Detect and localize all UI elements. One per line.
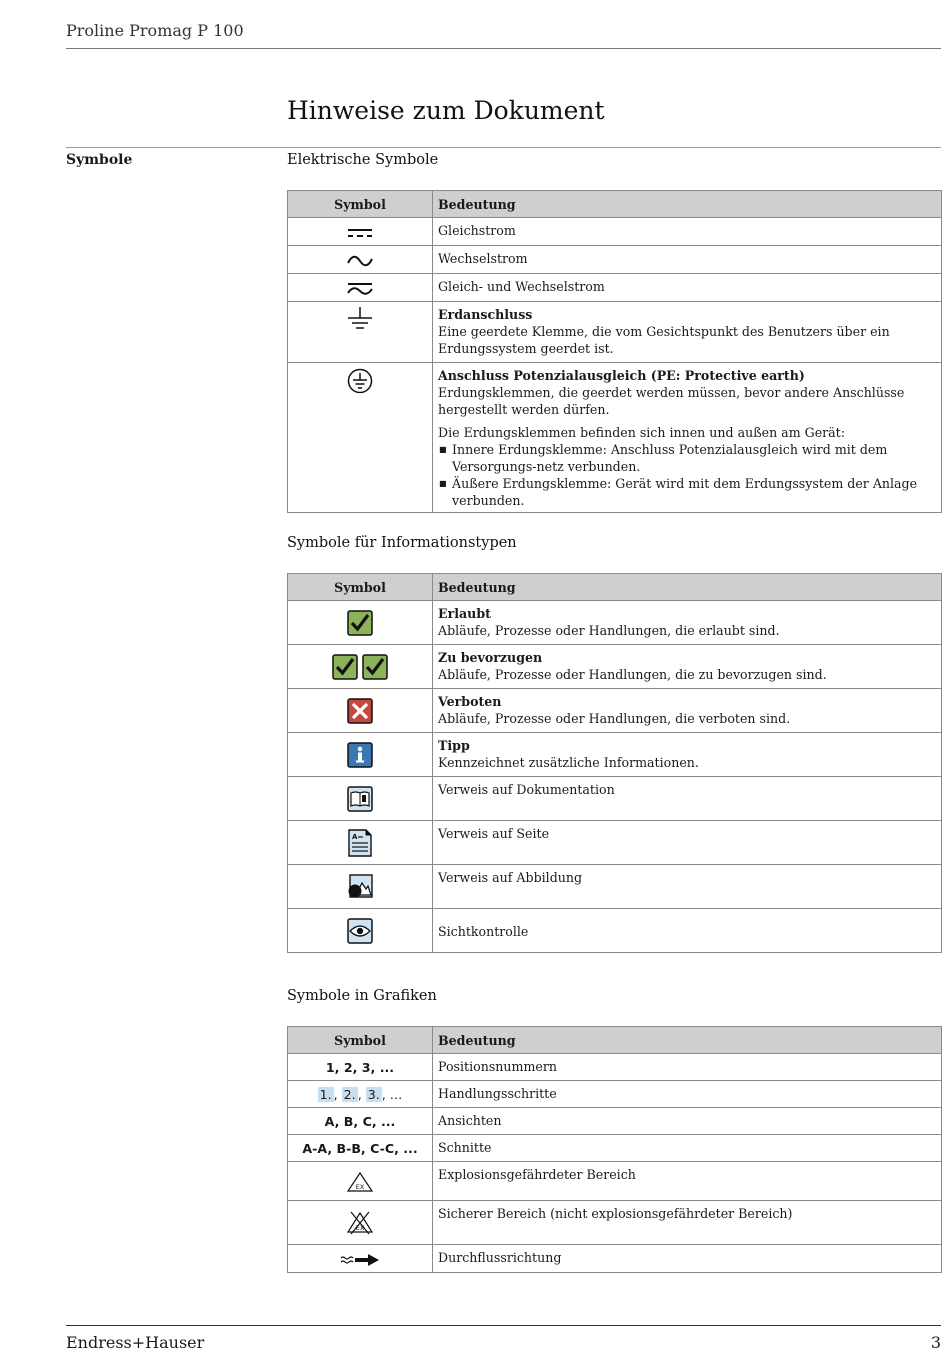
row-meaning: Handlungsschritte bbox=[433, 1081, 942, 1108]
check-icon bbox=[347, 610, 373, 636]
row-meaning: Ansichten bbox=[433, 1108, 942, 1135]
list-item: ■ Innere Erdungsklemme: Anschluss Potenzialausgleich wird mit dem Versorgungs-netz verbunden. bbox=[452, 441, 936, 475]
bullet-list bbox=[438, 441, 936, 509]
symbol-text: 1, 2, 3, ... bbox=[288, 1054, 433, 1081]
table-row bbox=[288, 1245, 942, 1273]
section-heading-graphics: Symbole in Grafiken bbox=[287, 988, 437, 1004]
row-meaning: Gleichstrom bbox=[433, 218, 942, 246]
row-meaning: Explosionsgefährdeter Bereich bbox=[433, 1162, 942, 1201]
table-row bbox=[288, 1201, 942, 1245]
ground-icon bbox=[346, 306, 374, 332]
row-meaning: Verweis auf Abbildung bbox=[433, 865, 942, 909]
table-row bbox=[288, 689, 942, 733]
table-row bbox=[288, 909, 942, 953]
row-title: Tipp bbox=[438, 738, 470, 753]
footer-brand: Endress+Hauser bbox=[66, 1333, 205, 1352]
table-row bbox=[288, 865, 942, 909]
step-badge: 2. bbox=[343, 1087, 356, 1102]
row-description: Abläufe, Prozesse oder Handlungen, die verboten sind. bbox=[438, 711, 791, 726]
table-row bbox=[288, 777, 942, 821]
page-icon bbox=[347, 829, 373, 857]
row-title: Verboten bbox=[438, 694, 502, 709]
header-rule bbox=[66, 48, 941, 49]
page-title: Hinweise zum Dokument bbox=[287, 96, 605, 125]
safe-zone-icon bbox=[346, 1210, 374, 1236]
row-meaning: Wechselstrom bbox=[433, 246, 942, 274]
table-row bbox=[288, 218, 942, 246]
info-icon bbox=[347, 742, 373, 768]
symbol-text: A, B, C, ... bbox=[288, 1108, 433, 1135]
check-icon bbox=[362, 654, 388, 680]
electrical-symbols-table bbox=[287, 190, 942, 513]
cross-icon bbox=[347, 698, 373, 724]
row-meaning: Sichtkontrolle bbox=[433, 909, 942, 953]
table-header-row bbox=[288, 1027, 942, 1054]
graphics-symbols-table bbox=[287, 1026, 942, 1273]
table-header-row bbox=[288, 191, 942, 218]
symbol-text: A-A, B-B, C-C, ... bbox=[288, 1135, 433, 1162]
column-header-symbol: Symbol bbox=[288, 1027, 433, 1054]
direct-current-icon bbox=[346, 227, 374, 239]
check-icon bbox=[332, 654, 358, 680]
row-meaning: Sicherer Bereich (nicht explosionsgefährdeter Bereich) bbox=[433, 1201, 942, 1245]
column-header-meaning: Bedeutung bbox=[433, 1027, 942, 1054]
row-description: Erdungsklemmen, die geerdet werden müssen, bevor andere Anschlüsse hergestellt werden dürfen. bbox=[438, 385, 905, 417]
row-title: Erdanschluss bbox=[438, 307, 533, 322]
row-description: Abläufe, Prozesse oder Handlungen, die erlaubt sind. bbox=[438, 623, 780, 638]
table-row bbox=[288, 645, 942, 689]
table-row bbox=[288, 821, 942, 865]
table-row bbox=[288, 1081, 942, 1108]
protective-earth-icon bbox=[346, 367, 374, 395]
step-badge: 3. bbox=[367, 1087, 380, 1102]
book-icon bbox=[347, 786, 373, 812]
title-rule bbox=[66, 147, 941, 148]
row-title: Anschluss Potenzialausgleich (PE: Protective earth) bbox=[438, 368, 805, 383]
column-header-symbol: Symbol bbox=[288, 191, 433, 218]
table-row bbox=[288, 1162, 942, 1201]
page-number: 3 bbox=[930, 1333, 941, 1352]
table-row bbox=[288, 601, 942, 645]
table-row bbox=[288, 302, 942, 363]
svg-text:A: A bbox=[352, 833, 358, 841]
column-header-meaning: Bedeutung bbox=[433, 574, 942, 601]
row-description: Eine geerdete Klemme, die vom Gesichtspunkt des Benutzers über ein Erdungssystem geerdet ist. bbox=[438, 324, 890, 356]
table-row bbox=[288, 246, 942, 274]
table-header-row bbox=[288, 574, 942, 601]
ex-label: EX bbox=[355, 1224, 365, 1232]
table-row bbox=[288, 363, 942, 513]
row-meaning: Verweis auf Dokumentation bbox=[433, 777, 942, 821]
row-description: Abläufe, Prozesse oder Handlungen, die zu bevorzugen sind. bbox=[438, 667, 827, 682]
footer-rule bbox=[66, 1325, 941, 1326]
ex-label: EX bbox=[355, 1182, 365, 1191]
flow-direction-icon bbox=[340, 1253, 380, 1267]
row-meaning: Verweis auf Seite bbox=[433, 821, 942, 865]
list-item: ■ Äußere Erdungsklemme: Gerät wird mit dem Erdungssystem der Anlage verbunden. bbox=[452, 475, 936, 509]
running-header: Proline Promag P 100 bbox=[66, 21, 244, 40]
eye-icon bbox=[347, 918, 373, 944]
row-meaning: Gleich- und Wechselstrom bbox=[433, 274, 942, 302]
ex-zone-icon bbox=[346, 1171, 374, 1193]
section-heading-info: Symbole für Informationstypen bbox=[287, 535, 517, 551]
row-title: Zu bevorzugen bbox=[438, 650, 543, 665]
step-symbols: 1. , 2. , 3. , … bbox=[288, 1081, 433, 1108]
double-check-icon bbox=[332, 654, 388, 680]
row-description: Kennzeichnet zusätzliche Informationen. bbox=[438, 755, 699, 770]
alternating-current-icon bbox=[346, 254, 374, 268]
row-meaning: Positionsnummern bbox=[433, 1054, 942, 1081]
column-header-meaning: Bedeutung bbox=[433, 191, 942, 218]
picture-icon bbox=[347, 874, 373, 900]
table-row bbox=[288, 274, 942, 302]
table-row bbox=[288, 1135, 942, 1162]
side-label: Symbole bbox=[66, 152, 133, 168]
section-heading-electrical: Elektrische Symbole bbox=[287, 152, 439, 168]
table-row bbox=[288, 1108, 942, 1135]
dc-ac-icon bbox=[346, 281, 374, 297]
row-meaning: Schnitte bbox=[433, 1135, 942, 1162]
table-row bbox=[288, 733, 942, 777]
row-meaning: Durchflussrichtung bbox=[433, 1245, 942, 1273]
column-header-symbol: Symbol bbox=[288, 574, 433, 601]
info-symbols-table bbox=[287, 573, 942, 953]
step-suffix: , … bbox=[381, 1087, 403, 1102]
row-title: Erlaubt bbox=[438, 606, 491, 621]
row-description-2: Die Erdungsklemmen befinden sich innen und außen am Gerät: bbox=[438, 425, 845, 440]
table-row bbox=[288, 1054, 942, 1081]
step-badge: 1. bbox=[319, 1087, 332, 1102]
